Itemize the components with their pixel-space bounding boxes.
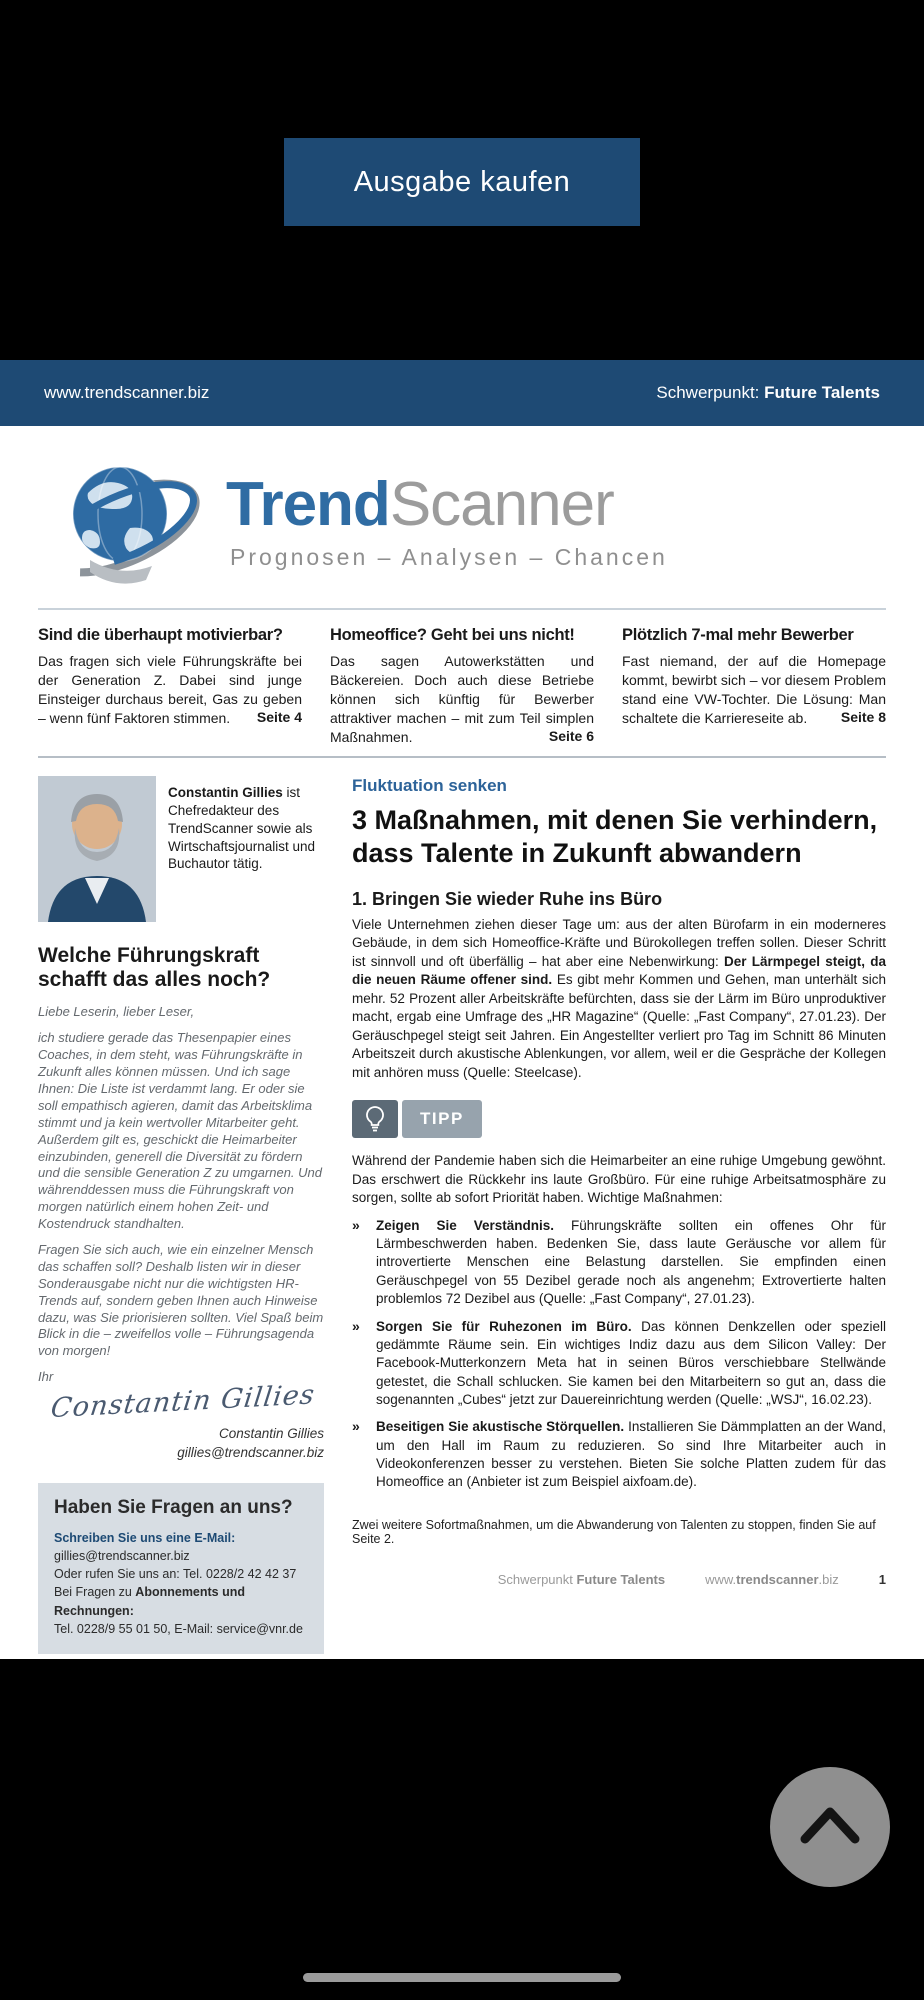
page-footer <box>352 1572 886 1587</box>
teaser-row <box>38 626 886 744</box>
contact-box <box>38 1483 324 1654</box>
footer-page-number: 1 <box>878 1571 886 1587</box>
editor-portrait <box>38 776 156 922</box>
brand-tagline: Prognosen – Analysen – Chancen <box>230 543 668 570</box>
teaser-item <box>622 626 886 744</box>
contact-billing: Tel. 0228/9 55 01 50, E-Mail: service@vnr.de <box>54 1621 303 1636</box>
masthead <box>38 448 886 596</box>
bullet-marker: » <box>352 1317 360 1334</box>
teaser-page-ref: Seite 4 <box>256 709 302 726</box>
editorial-closing: Ihr <box>38 1369 54 1385</box>
teaser-divider <box>38 756 886 758</box>
contact-title: Haben Sie Fragen an uns? <box>54 1497 293 1519</box>
editor-bio <box>38 776 324 922</box>
brand-block <box>226 469 668 571</box>
globe-logo-icon <box>38 448 208 596</box>
footer-url: www.trendscanner.biz <box>705 1571 839 1587</box>
brand-title: TrendScanner <box>226 469 614 539</box>
teaser-page-ref: Seite 6 <box>548 728 594 745</box>
topbar-url: www.trendscanner.biz <box>44 383 210 402</box>
teaser-title: Sind die überhaupt motivierbar? <box>38 626 283 644</box>
article-closing-note: Zwei weitere Sofortmaßnahmen, um die Abwanderung von Talenten zu stoppen, finden Sie auf Seite 2. <box>352 1517 876 1546</box>
list-item <box>352 1318 886 1410</box>
teaser-title: Homeoffice? Geht bei uns nicht! <box>330 626 575 644</box>
teaser-body: Fast niemand, der auf die Homepage kommt, bewirbt sich – vor diesem Problem stand eine VW-Tochter. Die Lösung: Man schaltete die Karriereseite ab. <box>622 653 886 727</box>
bullet-text: Sorgen Sie für Ruhezonen im Büro. Das können Denkzellen oder speziell gedämmte Räume sein. Ein wichtiges Indiz dazu aus dem Silicon Valley: Der Facebook-Mutterkonzern Meta hat in seinen Büros verschiebbare Stellwände getestet, die Schall schlucken. Sie kamen bei den Mitarbeitern so gut an, dass die sogenannten „Cubes“ jetzt zur Dauereinrichtung werden (Quelle: „WSJ“, 16.02.23). <box>376 1318 886 1407</box>
contact-phone: Oder rufen Sie uns an: Tel. 0228/2 42 42 37 <box>54 1567 297 1582</box>
contact-email: gillies@trendscanner.biz <box>54 1549 190 1564</box>
tip-paragraph: Während der Pandemie haben sich die Heimarbeiter an eine ruhige Umgebung gewöhnt. Das erschwert die Rückkehr ins laute Großbüro. Für eine ruhige Arbeitsatmosphäre zu sorgen, sollte ab sofort Priorität haben. Wichtige Maßnahmen: <box>352 1153 886 1206</box>
teaser-page-ref: Seite 8 <box>840 709 886 726</box>
article-subhead: 1. Bringen Sie wieder Ruhe ins Büro <box>352 888 663 909</box>
bullet-text: Zeigen Sie Verständnis. Führungskräfte sollten ein offenes Ohr für Lärmbeschwerden haben. Bedenken Sie, dass laute Geräusche vor allem für introvertierte Menschen eine Belastung darstellen. Sie empfinden einen Geräuschpegel von 55 Dezibel gerade noch als angenehm; Extrovertierte halten problemlos 72 Dezibel aus (Quelle: „Fast Company“, 27.01.23). <box>376 1217 886 1307</box>
footer-topic: Schwerpunkt Future Talents <box>497 1571 666 1587</box>
article-paragraph: Viele Unternehmen ziehen dieser Tage um: aus der alten Bürofarm in ein moderneres Gebäude, in dem sich Homeoffice-Kräfte und Bürokollegen treffen sollen. Dieser Schritt ist sinnvoll und oft überfällig – hat aber eine Nebenwirkung: Der Lärmpegel steigt, da die neuen Räume offener sind. Es gibt mehr Kommen und Gehen, man unterhält sich mehr. 52 Prozent aller Arbeitskräfte befürchten, dass sie der Lärm im Büro unproduktiver macht, ergab eine Umfrage des „HR Magazine“ (Quelle: „Fast Company“, 27.01.23). Der Geräuschpegel steigt seit Jahren. Ein Angestellter verliert pro Tag im Schnitt 86 Minuten Arbeitszeit durch akustische Ablenkungen, vor allem, weil er die Gespräche der Kollegen mit anhören muss (Quelle: Steelcase). <box>352 916 886 1080</box>
teaser-item <box>330 626 594 744</box>
bullet-text: Beseitigen Sie akustische Störquellen. Installieren Sie Dämmplatten an der Wand, um den Hall im Raum zu reduzieren. So sind Ihre Mitarbeiter auch in Videokonferenzen besser zu verstehen. Bieten Sie solche Platten zudem für das Homeoffice an (Anbieter ist zum Beispiel aixfoam.de). <box>376 1419 886 1490</box>
editorial-column <box>38 776 324 1654</box>
article-kicker: Fluktuation senken <box>352 776 507 796</box>
author-name: Constantin Gillies <box>218 1426 324 1442</box>
editorial-paragraph: ich studiere gerade das Thesenpapier eines Coaches, in dem steht, was Führungskräfte in Zukunft alles können müssen. Und ich sage Ihnen: Die Liste ist verdammt lang. Er oder sie soll empathisch agieren, damit das Arbeitsklima stimmt und ja kein wertvoller Mitarbeiter geht. Außerdem gilt es, geschickt die Heimarbeiter einzubinden, generell die Diversität zu fördern und die sensible Generation Z zu umgarnen. Und währenddessen muss die Führungskraft von morgen natürlich einem hohen Zeit- und Kostendruck standhalten. <box>38 1030 323 1232</box>
topbar-focus: Schwerpunkt: Future Talents <box>656 383 880 402</box>
teaser-body: Das sagen Autowerkstätten und Bäckereien. Doch auch diese Betriebe können sich künftig für Bewerber attraktiver machen – mit zum Teil simplen Maßnahmen. <box>330 653 594 746</box>
masthead-divider <box>38 608 886 610</box>
contact-email-label: Schreiben Sie uns eine E-Mail: <box>54 1531 236 1546</box>
horizontal-scroll-indicator[interactable] <box>303 1973 621 1982</box>
editorial-salutation: Liebe Leserin, lieber Leser, <box>38 1004 195 1020</box>
tip-box <box>352 1100 886 1138</box>
scroll-to-top-button[interactable] <box>770 1767 890 1887</box>
author-email: gillies@trendscanner.biz <box>177 1445 324 1461</box>
article-column <box>352 776 886 1654</box>
editor-signature: Constantin Gillies <box>49 1379 317 1425</box>
bullet-marker: » <box>352 1418 360 1435</box>
editor-bio-text: Constantin Gillies ist Chefredakteur des TrendScanner sowie als Wirtschaftsjournalist und Buchautor tätig. <box>168 785 316 872</box>
article-headline: 3 Maßnahmen, mit denen Sie verhindern, dass Talente in Zukunft abwandern <box>352 805 878 868</box>
lightbulb-icon <box>352 1100 398 1138</box>
contact-billing-label: Bei Fragen zu Abonnements und Rechnungen: <box>54 1585 246 1618</box>
teaser-body: Das fragen sich viele Führungskräfte bei der Generation Z. Dabei sind junge Einsteiger durchaus bereit, Gas zu geben – wenn fünf Faktoren stimmen. <box>38 653 302 727</box>
buy-issue-button[interactable]: Ausgabe kaufen <box>284 138 640 226</box>
issue-topbar <box>0 360 924 426</box>
newsletter-page <box>0 426 924 1659</box>
teaser-title: Plötzlich 7-mal mehr Bewerber <box>622 626 854 644</box>
list-item <box>352 1217 886 1309</box>
measure-list <box>352 1217 886 1492</box>
editorial-title: Welche Führungskraft schafft das alles noch? <box>38 944 271 992</box>
page-content <box>38 776 886 1654</box>
list-item <box>352 1418 886 1491</box>
chevron-up-icon <box>770 1767 890 1887</box>
teaser-item <box>38 626 302 744</box>
author-block <box>38 1425 324 1463</box>
editorial-paragraph: Fragen Sie sich auch, wie ein einzelner Mensch das schaffen soll? Deshalb listen wir in dieser Sonderausgabe nicht nur die wichtigsten HR-Trends auf, sondern geben Ihnen auch Hinweise dazu, was Sie priorisieren sollten. Viel Spaß beim Blick in die – zweifellos volle – Führungsagenda von morgen! <box>38 1242 324 1359</box>
bullet-marker: » <box>352 1216 360 1233</box>
tip-label: TIPP <box>402 1100 482 1138</box>
